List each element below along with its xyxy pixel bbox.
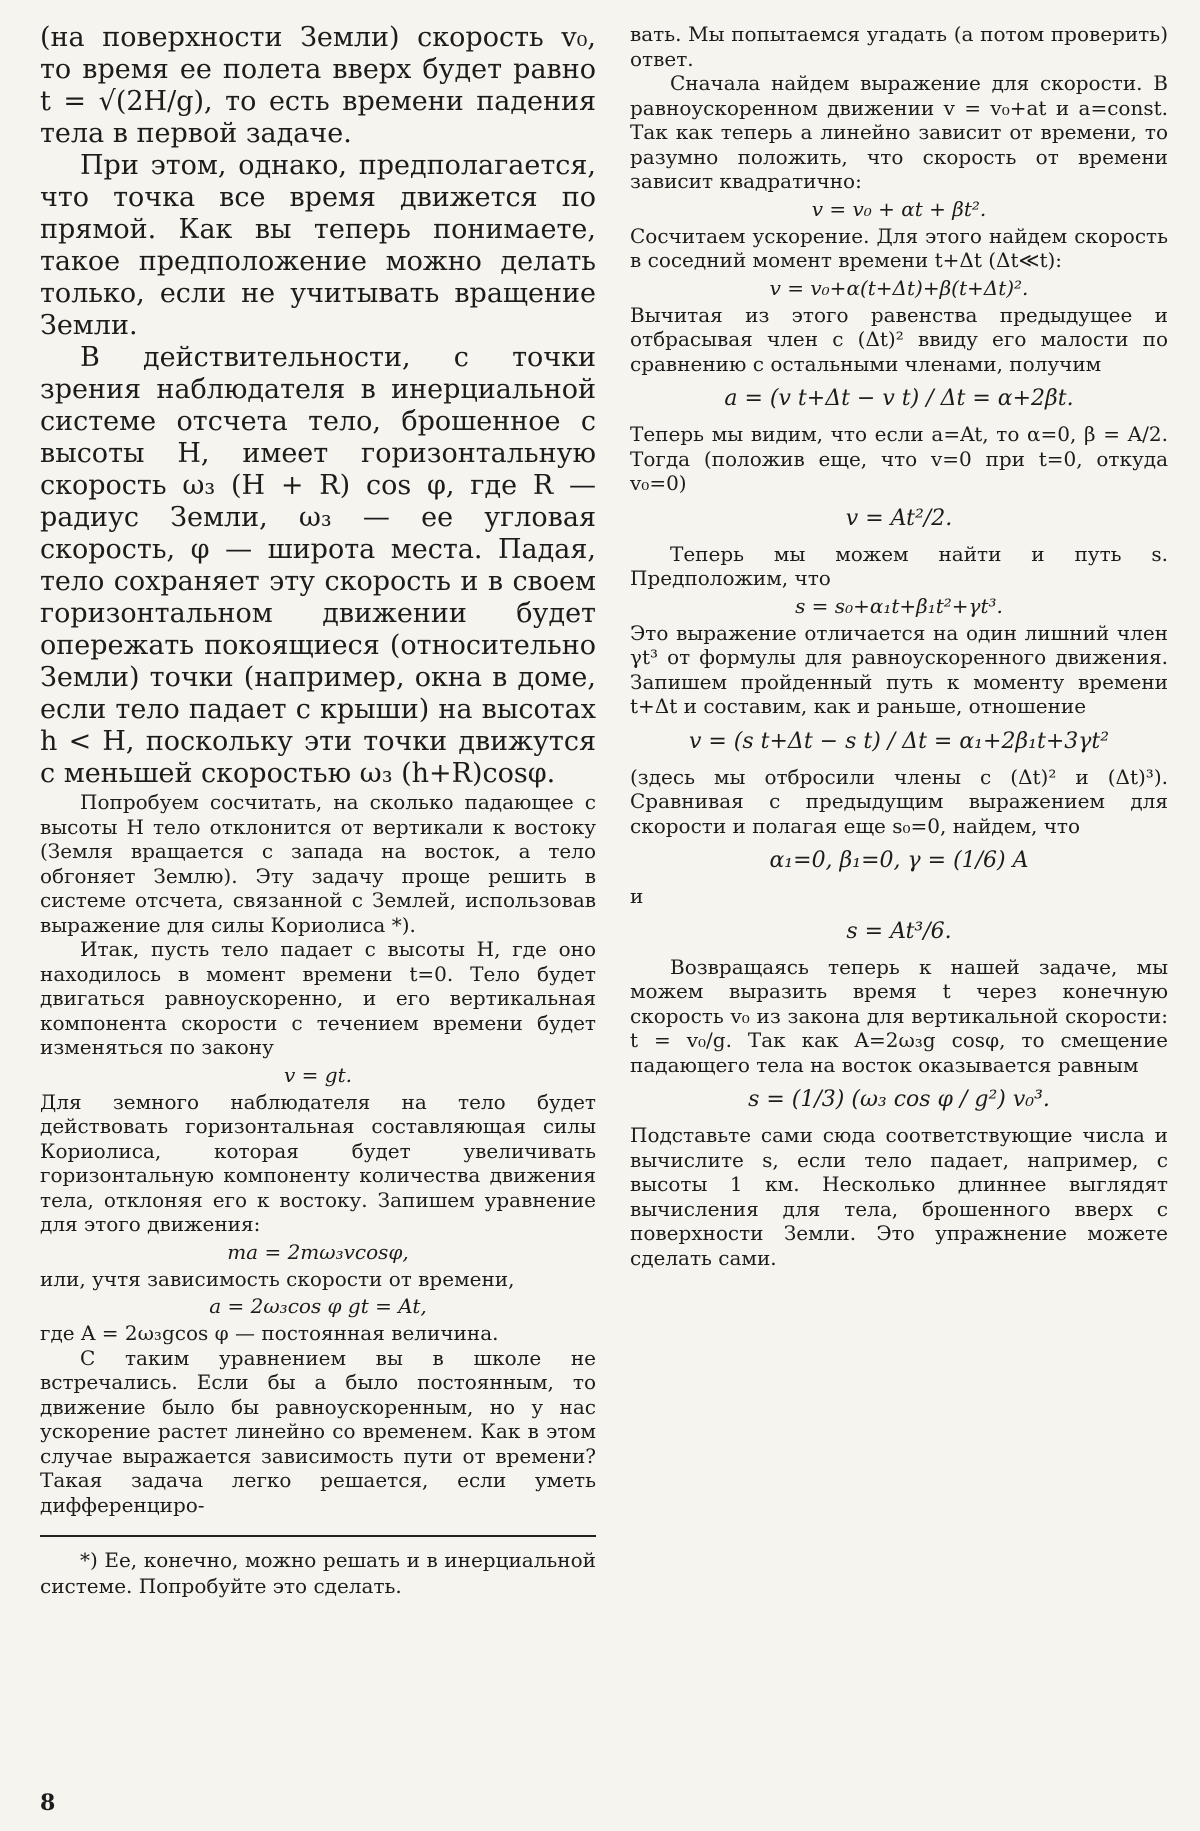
paragraph: где A = 2ω₃gcos φ — постоянная величина. — [40, 1321, 499, 1345]
equation: α₁=0, β₁=0, γ = (1/6) A — [769, 848, 1029, 873]
paragraph: В действительности, с точки зрения наблюдателя в инерциальной системе отсчета тело, брошенное с высоты H, имеет горизонтальную скорость ω₃ (H + R) cos φ, где R — радиус Земли, ω₃ — ее угловая скорость, φ — широта места. Падая, тело сохраняет эту скорость и в своем горизонтальном движении будет опережать покоящиеся (относительно Земли) точки (например, окна в доме, если тело падает с крыши) на высотах h < H, поскольку эти точки движутся с меньшей скоростью ω₃ (h+R)cosφ. — [40, 342, 596, 789]
paragraph: С таким уравнением вы в школе не встречались. Если бы a было постоянным, то движение было бы равноускоренным, но у нас ускорение растет линейно со временем. Как в этом случае выражается зависимость пути от времени? Такая задача легко решается, если уметь дифференциро- — [40, 1345, 596, 1517]
equation: v = v₀+α(t+Δt)+β(t+Δt)². — [769, 275, 1029, 300]
paragraph: Сосчитаем ускорение. Для этого найдем скорость в соседний момент времени t+Δt (Δt≪t): — [630, 223, 1168, 272]
paragraph: Попробуем сосчитать, на сколько падающее с высоты H тело отклонится от вертикали к востоку (Земля вращается с запада на восток, а тело обгоняет Землю). Эту задачу проще решить в системе отсчета, связанной с Землей, использовав выражение для силы Кориолиса *). — [40, 790, 596, 937]
left-column — [40, 22, 596, 1599]
equation: ma = 2mω₃vcosφ, — [227, 1239, 409, 1264]
paragraph: Для земного наблюдателя на тело будет действовать горизонтальная составляющая силы Кориолиса, которая будет увеличивать горизонтальную компоненту количества движения тела, отклоняя его к востоку. Запишем уравнение для этого движения: — [40, 1089, 596, 1236]
footnote-rule — [40, 1535, 596, 1537]
paragraph: При этом, однако, предполагается, что точка все время движется по прямой. Как вы теперь понимаете, такое предположение можно делать только, если не учитывать вращение Земли. — [40, 150, 596, 341]
equation: a = (v t+Δt − v t) / Δt = α+2βt. — [724, 386, 1074, 411]
paragraph: и — [630, 884, 644, 908]
equation: v = At²/2. — [845, 505, 953, 531]
paragraph: Итак, пусть тело падает с высоты H, где оно находилось в момент времени t=0. Тело будет двигаться равноускоренно, и его вертикальная компонента скорости с течением времени будет изменяться по закону — [40, 937, 596, 1059]
paragraph: Это выражение отличается на один лишний член γt³ от формулы для равноускоренного движения. Запишем пройденный путь к моменту времени t+Δt и составим, как и раньше, отношение — [630, 620, 1168, 718]
paragraph: Вычитая из этого равенства предыдущее и отбрасывая член с (Δt)² ввиду его малости по сравнению с остальными членами, получим — [630, 302, 1168, 376]
paragraph: (на поверхности Земли) скорость v₀, то время ее полета вверх будет равно t = √(2H/g), то есть времени падения тела в первой задаче. — [40, 22, 596, 149]
paragraph: Теперь мы можем найти и путь s. Предположим, что — [630, 541, 1168, 590]
paragraph: Возвращаясь теперь к нашей задаче, мы можем выразить время t через конечную скорость v₀ из закона для вертикальной скорости: t = v₀/g. Так как A=2ω₃g cosφ, то смещение падающего тела на восток оказывается равным — [630, 954, 1168, 1077]
paragraph: или, учтя зависимость скорости от времени, — [40, 1266, 515, 1291]
paragraph: (здесь мы отбросили члены с (Δt)² и (Δt)³). Сравнивая с предыдущим выражением для скорости и полагая еще s₀=0, найдем, что — [630, 764, 1168, 838]
equation: s = At³/6. — [846, 918, 952, 944]
equation: v = (s t+Δt − s t) / Δt = α₁+2β₁t+3γt² — [688, 728, 1110, 754]
equation: v = v₀ + αt + βt². — [811, 196, 987, 221]
equation: s = (1/3) (ω₃ cos φ / g²) v₀³. — [748, 1087, 1050, 1112]
right-column — [630, 22, 1168, 1270]
equation: s = s₀+α₁t+β₁t²+γt³. — [795, 593, 1003, 618]
page-number: 8 — [40, 1790, 56, 1816]
paragraph: Теперь мы видим, что если a=At, то α=0, β = A/2. Тогда (положив еще, что v=0 при t=0, откуда v₀=0) — [630, 422, 1168, 495]
equation: a = 2ω₃cos φ gt = At, — [209, 1294, 427, 1318]
paragraph: Подставьте сами сюда соответствующие числа и вычислите s, если тело падает, например, с высоты 1 км. Несколько длиннее выглядят вычисления для тела, брошенного вверх с поверхности Земли. Это упражнение можете сделать сами. — [630, 1123, 1168, 1270]
equation: v = gt. — [284, 1062, 352, 1087]
paragraph: вать. Мы попытаемся угадать (а потом проверить) ответ. — [630, 22, 1168, 71]
paragraph: Сначала найдем выражение для скорости. В равноускоренном движении v = v₀+at и a=const. Так как теперь a линейно зависит от времени, то разумно положить, что скорость от времени зависит квадратично: — [630, 71, 1168, 193]
footnote: *) Ее, конечно, можно решать и в инерциальной системе. Попробуйте это сделать. — [40, 1548, 596, 1598]
